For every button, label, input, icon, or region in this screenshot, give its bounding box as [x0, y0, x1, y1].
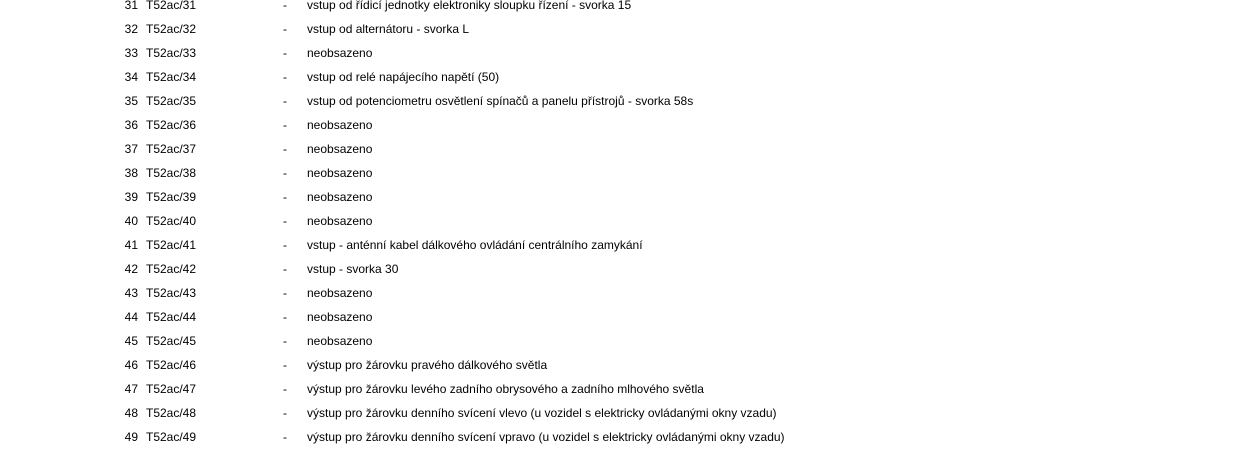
pin-number: 34 — [124, 70, 138, 84]
list-item — [0, 305, 1251, 329]
pin-description: vstup od řídicí jednotky elektroniky sloupku řízení - svorka 15 — [307, 0, 632, 12]
separator-dash: - — [283, 382, 287, 396]
pin-number: 49 — [124, 430, 138, 444]
pin-description: neobsazeno — [307, 310, 373, 324]
pin-description: neobsazeno — [307, 286, 373, 300]
pin-code: T52ac/35 — [146, 94, 197, 108]
pin-code: T52ac/47 — [146, 382, 197, 396]
pin-description: vstup od potenciometru osvětlení spínačů a panelu přístrojů - svorka 58s — [307, 94, 694, 108]
separator-dash: - — [283, 334, 287, 348]
pin-number: 46 — [124, 358, 138, 372]
list-item — [0, 17, 1251, 41]
pin-code: T52ac/37 — [146, 142, 197, 156]
pin-description: výstup pro žárovku pravého dálkového světla — [307, 358, 548, 372]
separator-dash: - — [283, 310, 287, 324]
list-item — [0, 377, 1251, 401]
list-item — [0, 353, 1251, 377]
pin-description: vstup - svorka 30 — [307, 262, 399, 276]
pin-number: 37 — [124, 142, 138, 156]
separator-dash: - — [283, 286, 287, 300]
pin-number: 44 — [124, 310, 138, 324]
pin-number: 31 — [124, 0, 138, 12]
list-item — [0, 41, 1251, 65]
separator-dash: - — [283, 166, 287, 180]
list-item — [0, 257, 1251, 281]
separator-dash: - — [283, 262, 287, 276]
separator-dash: - — [283, 358, 287, 372]
list-item — [0, 113, 1251, 137]
list-item — [0, 137, 1251, 161]
list-item — [0, 329, 1251, 353]
separator-dash: - — [283, 94, 287, 108]
list-item — [0, 89, 1251, 113]
pin-description: neobsazeno — [307, 166, 373, 180]
pin-description: vstup od relé napájecího napětí (50) — [307, 70, 500, 84]
pin-code: T52ac/39 — [146, 190, 197, 204]
pin-description: neobsazeno — [307, 142, 373, 156]
list-item — [0, 233, 1251, 257]
pin-description: výstup pro žárovku denního svícení vlevo (u vozidel s elektricky ovládanými okny vzadu) — [307, 406, 777, 420]
separator-dash: - — [283, 214, 287, 228]
pin-number: 48 — [124, 406, 138, 420]
pin-number: 39 — [124, 190, 138, 204]
pin-code: T52ac/31 — [146, 0, 197, 12]
separator-dash: - — [283, 46, 287, 60]
pin-description: neobsazeno — [307, 214, 373, 228]
pin-code: T52ac/46 — [146, 358, 197, 372]
pin-description: výstup pro žárovku levého zadního obrysového a zadního mlhového světla — [307, 382, 704, 396]
separator-dash: - — [283, 190, 287, 204]
pin-code: T52ac/32 — [146, 22, 197, 36]
pin-number: 36 — [124, 118, 138, 132]
pin-code: T52ac/49 — [146, 430, 197, 444]
pin-number: 45 — [124, 334, 138, 348]
pin-number: 33 — [124, 46, 138, 60]
pin-number: 41 — [124, 238, 138, 252]
separator-dash: - — [283, 22, 287, 36]
separator-dash: - — [283, 70, 287, 84]
pin-code: T52ac/36 — [146, 118, 197, 132]
list-item — [0, 185, 1251, 209]
pin-number: 38 — [124, 166, 138, 180]
separator-dash: - — [283, 238, 287, 252]
pin-code: T52ac/48 — [146, 406, 197, 420]
pin-description: výstup pro žárovku denního svícení vpravo (u vozidel s elektricky ovládanými okny vzadu) — [307, 430, 785, 444]
list-item — [0, 209, 1251, 233]
pin-code: T52ac/40 — [146, 214, 197, 228]
list-item — [0, 65, 1251, 89]
separator-dash: - — [283, 430, 287, 444]
pin-code: T52ac/45 — [146, 334, 197, 348]
list-item — [0, 281, 1251, 305]
pin-code: T52ac/34 — [146, 70, 197, 84]
pin-description: neobsazeno — [307, 46, 373, 60]
pin-code: T52ac/43 — [146, 286, 197, 300]
pin-number: 43 — [124, 286, 138, 300]
separator-dash: - — [283, 0, 287, 12]
pin-description: vstup - anténní kabel dálkového ovládání centrálního zamykání — [307, 238, 643, 252]
list-item — [0, 401, 1251, 425]
pin-description: neobsazeno — [307, 190, 373, 204]
pin-number: 35 — [124, 94, 138, 108]
pin-number: 40 — [124, 214, 138, 228]
pin-description: vstup od alternátoru - svorka L — [307, 22, 470, 36]
pin-code: T52ac/44 — [146, 310, 197, 324]
pin-code: T52ac/38 — [146, 166, 197, 180]
list-item — [0, 0, 1251, 17]
pin-code: T52ac/42 — [146, 262, 197, 276]
separator-dash: - — [283, 406, 287, 420]
list-item — [0, 161, 1251, 185]
list-item — [0, 425, 1251, 449]
pin-number: 42 — [124, 262, 138, 276]
pin-number: 32 — [124, 22, 138, 36]
pin-description: neobsazeno — [307, 334, 373, 348]
pin-code: T52ac/33 — [146, 46, 197, 60]
pin-number: 47 — [124, 382, 138, 396]
separator-dash: - — [283, 118, 287, 132]
pin-code: T52ac/41 — [146, 238, 197, 252]
pin-description: neobsazeno — [307, 118, 373, 132]
separator-dash: - — [283, 142, 287, 156]
